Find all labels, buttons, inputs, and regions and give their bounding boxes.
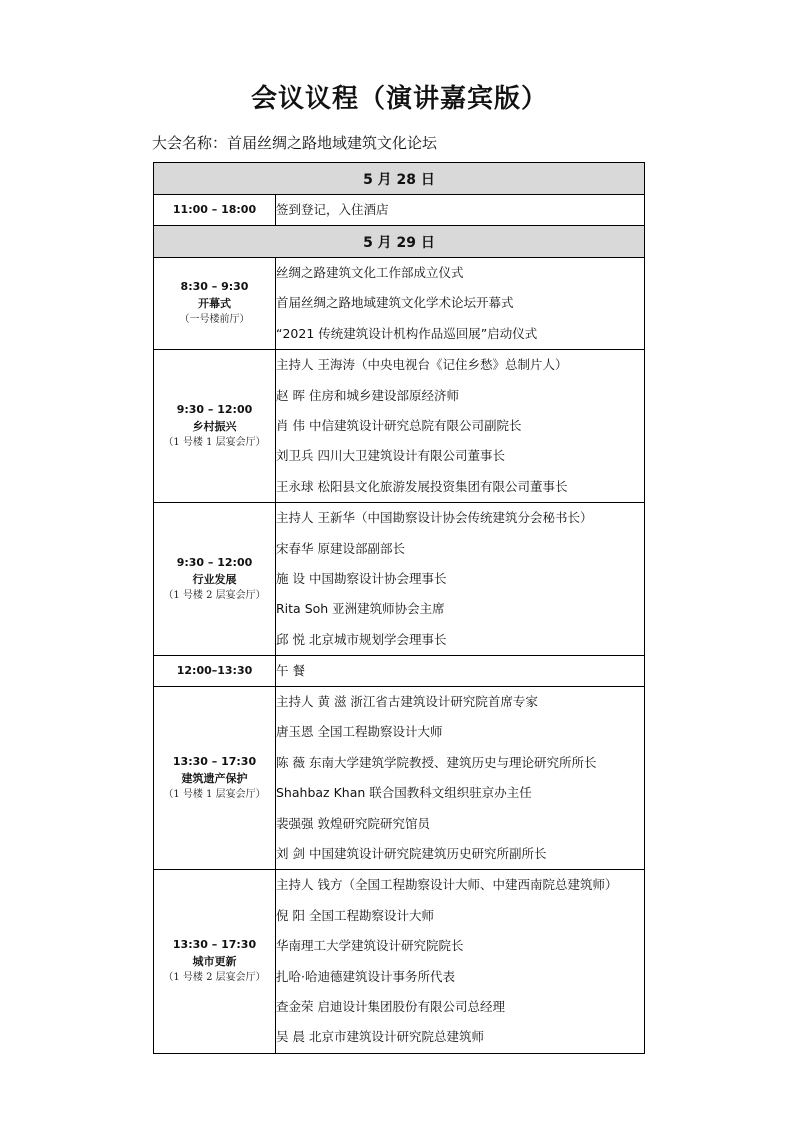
page-title: 会议议程（演讲嘉宾版） [250, 84, 548, 114]
session-name: 开幕式 [198, 297, 231, 311]
speaker-line: 主持人 钱方（全国工程勘察设计大师、中建西南院总建筑师） [276, 877, 618, 893]
speaker-line: 华南理工大学建筑设计研究院院长 [276, 938, 464, 954]
time-cell [154, 258, 276, 350]
content-cell [276, 503, 645, 656]
speaker-line: 丝绸之路建筑文化工作部成立仪式 [276, 265, 464, 280]
session-location: （1 号楼 2 层宴会厅） [163, 972, 266, 984]
speaker-line: 倪 阳 全国工程勘察设计大师 [276, 907, 434, 923]
content-line: 午 餐 [276, 663, 305, 679]
speaker-line: 首届丝绸之路地域建筑文化学术论坛开幕式 [276, 295, 514, 311]
session-location: （1 号楼 1 层宴会厅） [163, 436, 266, 448]
session-time: 9:30 – 12:00 [176, 555, 253, 569]
session-time: 9:30 – 12:00 [176, 402, 253, 416]
session-name: 乡村振兴 [192, 419, 237, 433]
speaker-line: 肖 伟 中信建筑设计研究总院有限公司副院长 [276, 417, 522, 433]
content-cell [276, 656, 645, 687]
speaker-line: 邱 悦 北京城市规划学会理事长 [276, 631, 447, 647]
speaker-line: Rita Soh 亚洲建筑师协会主席 [276, 601, 445, 617]
content-cell [276, 687, 645, 870]
speaker-line: 主持人 黄 滋 浙江省古建筑设计研究院首席专家 [276, 694, 538, 710]
content-line: 签到登记，入住酒店 [276, 202, 389, 217]
speaker-line: 刘 剑 中国建筑设计研究院建筑历史研究所副所长 [276, 846, 547, 862]
speaker-line: 唐玉恩 全国工程勘察设计大师 [276, 724, 443, 740]
agenda-row [154, 195, 645, 226]
agenda-row [154, 226, 645, 258]
speaker-line: 吴 晨 北京市建筑设计研究院总建筑师 [276, 1029, 484, 1045]
agenda-row [154, 656, 645, 687]
time-cell [154, 656, 276, 687]
agenda-row [154, 687, 645, 870]
speaker-line: 查金荣 启迪设计集团股份有限公司总经理 [276, 998, 505, 1014]
session-time: 13:30 – 17:30 [172, 938, 257, 952]
agenda-row [154, 870, 645, 1053]
agenda-table [153, 162, 645, 1054]
speaker-line: 宋春华 原建设部副部长 [276, 540, 405, 556]
speaker-line: 施 设 中国勘察设计协会理事长 [276, 570, 447, 586]
session-location: （1 号楼 1 层宴会厅） [163, 788, 266, 800]
speaker-line: Shahbaz Khan 联合国教科文组织驻京办主任 [276, 785, 532, 801]
speaker-line: 主持人 王新华（中国勘察设计协会传统建筑分会秘书长） [276, 510, 593, 526]
content-cell [276, 350, 645, 503]
session-name: 城市更新 [192, 955, 237, 969]
speaker-line: 主持人 王海涛（中央电视台《记住乡愁》总制片人） [276, 357, 568, 373]
content-cell [276, 870, 645, 1053]
time-cell [154, 195, 276, 226]
content-cell [276, 258, 645, 350]
session-name: 行业发展 [192, 572, 237, 586]
speaker-line: 扎哈·哈迪德建筑设计事务所代表 [276, 968, 455, 984]
session-time: 13:30 – 17:30 [172, 754, 257, 768]
agenda-row [154, 350, 645, 503]
speaker-line: 裴强强 敦煌研究院研究馆员 [276, 815, 430, 831]
speaker-line: 陈 薇 东南大学建筑学院教授、建筑历史与理论研究所所长 [276, 754, 597, 770]
session-time: 8:30 – 9:30 [180, 280, 249, 294]
day-header: 5 月 29 日 [154, 226, 645, 258]
agenda-row [154, 503, 645, 656]
time-cell [154, 350, 276, 503]
agenda-row [154, 163, 645, 195]
session-location: （1 号楼 2 层宴会厅） [163, 589, 266, 601]
session-location: （一号楼前厅） [179, 314, 250, 326]
speaker-line: 刘卫兵 四川大卫建筑设计有限公司董事长 [276, 448, 505, 464]
speaker-line: 赵 晖 住房和城乡建设部原经济师 [276, 387, 459, 403]
agenda-row [154, 258, 645, 350]
session-time: 12:00–13:30 [176, 664, 253, 678]
content-cell [276, 195, 645, 226]
session-name: 建筑遗产保护 [181, 771, 248, 785]
speaker-line: 王永球 松阳县文化旅游发展投资集团有限公司董事长 [276, 478, 568, 494]
session-time: 11:00 – 18:00 [172, 203, 257, 216]
time-cell [154, 687, 276, 870]
day-header: 5 月 28 日 [154, 163, 645, 195]
conference-name: 大会名称：首届丝绸之路地域建筑文化论坛 [152, 134, 438, 152]
time-cell [154, 870, 276, 1053]
speaker-line: “2021 传统建筑设计机构作品巡回展”启动仪式 [276, 325, 538, 341]
time-cell [154, 503, 276, 656]
